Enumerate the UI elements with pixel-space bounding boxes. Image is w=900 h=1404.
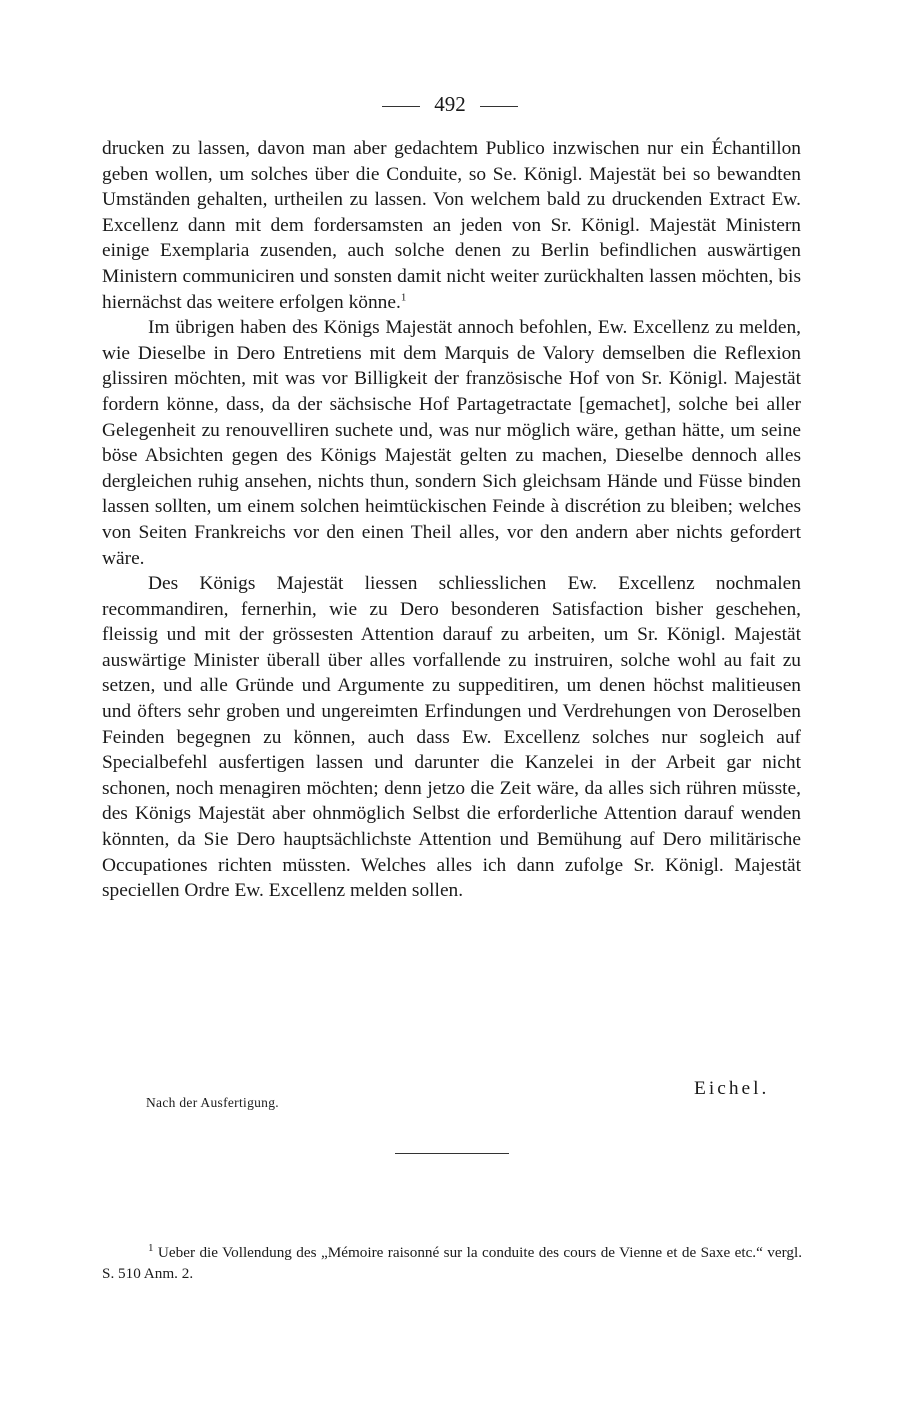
footnote-reference: 1 <box>400 291 407 304</box>
paragraph-1-text: drucken zu lassen, davon man aber gedachtem Publico inzwischen nur ein Échantillon geben wollen, um solches über die Conduite, so Se. Königl. Majestät bei so bewandten Umständen gehalten, urtheilen zu lassen. Von welchem bald zu druckenden Extract Ew. Excellenz dann mit dem fordersamsten an jeden von Sr. Königl. Majestät Ministern einige Exemplaria zusenden, auch solche denen zu Berlin befindlichen auswärtigen Ministern communiciren und sonsten damit nicht weiter zurückhalten lassen möchten, bis hiernächst das weitere erfolgen könne. <box>102 138 801 313</box>
page-header <box>0 92 900 117</box>
paragraph-1 <box>102 136 801 315</box>
page-number: 492 <box>434 92 466 116</box>
footnote-separator <box>395 1153 509 1154</box>
paragraph-3: Des Königs Majestät liessen schliesslichen Ew. Excellenz nochmalen recommandiren, fernerhin, wie zu Dero besonderen Satisfaction bisher geschehen, fleissig und mit der grössesten Attention darauf zu arbeiten, um Sr. Königl. Majestät auswärtige Minister überall über alles vorfallende zu instruiren, solche wohl au fait zu setzen, und alle Gründe und Argumente zu suppeditiren, um denen höchst malitieusen und öfters sehr groben und ungereimten Erfindungen und Verdrehungen von Deroselben Feinden begegnen zu können, auch dass Ew. Excellenz solches nur sogleich auf Specialbefehl ausfertigen lassen und darunter die Kanzelei in der Arbeit gar nicht schonen, noch menagiren möchten; denn jetzo die Zeit wäre, da alles sich rühren müsste, des Königs Majestät aber ohnmöglich Selbst die erforderliche Attention darauf wenden könnten, da Sie Dero hauptsächlichste Attention und Bemühung auf Dero militärische Occupationes richten müssten. Welches alles ich dann zufolge Sr. Königl. Majestät speciellen Ordre Ew. Excellenz melden sollen. <box>102 573 801 902</box>
footnote-text: Ueber die Vollendung des „Mémoire raisonné sur la conduite des cours de Vienne et de Saxe etc.“ vergl. S. 510 Anm. 2. <box>102 1244 802 1282</box>
header-dash-right <box>480 106 518 107</box>
footnote-marker: 1 <box>148 1241 154 1254</box>
signature: Eichel. <box>694 1078 770 1099</box>
source-note: Nach der Ausfertigung. <box>146 1095 279 1110</box>
footnote <box>102 1242 802 1284</box>
paragraph-2: Im übrigen haben des Königs Majestät annoch befohlen, Ew. Excellenz zu melden, wie Dieselbe in Dero Entretiens mit dem Marquis de Valory demselben die Reflexion glissiren möchten, mit was vor Billigkeit der französische Hof von Sr. Königl. Majestät fordern könne, dass, da der sächsische Hof Partagetractate [gemachet], solche bei aller Gelegenheit zu renouvelliren suchete und, was nur möglich wäre, gethan hätte, um seine böse Absichten gegen des Königs Majestät gelten zu machen, Dieselbe dennoch alles dergleichen ruhig ansehen, nichts thun, sondern Sich gleichsam Hände und Füsse binden lassen sollten, um einem solchen heimtückischen Feinde à discrétion zu bleiben; welches von Seiten Frankreichs vor den einen Theil alles, vor den andern aber nichts gefordert wäre. <box>102 317 801 569</box>
header-dash-left <box>382 106 420 107</box>
main-text <box>102 136 801 904</box>
